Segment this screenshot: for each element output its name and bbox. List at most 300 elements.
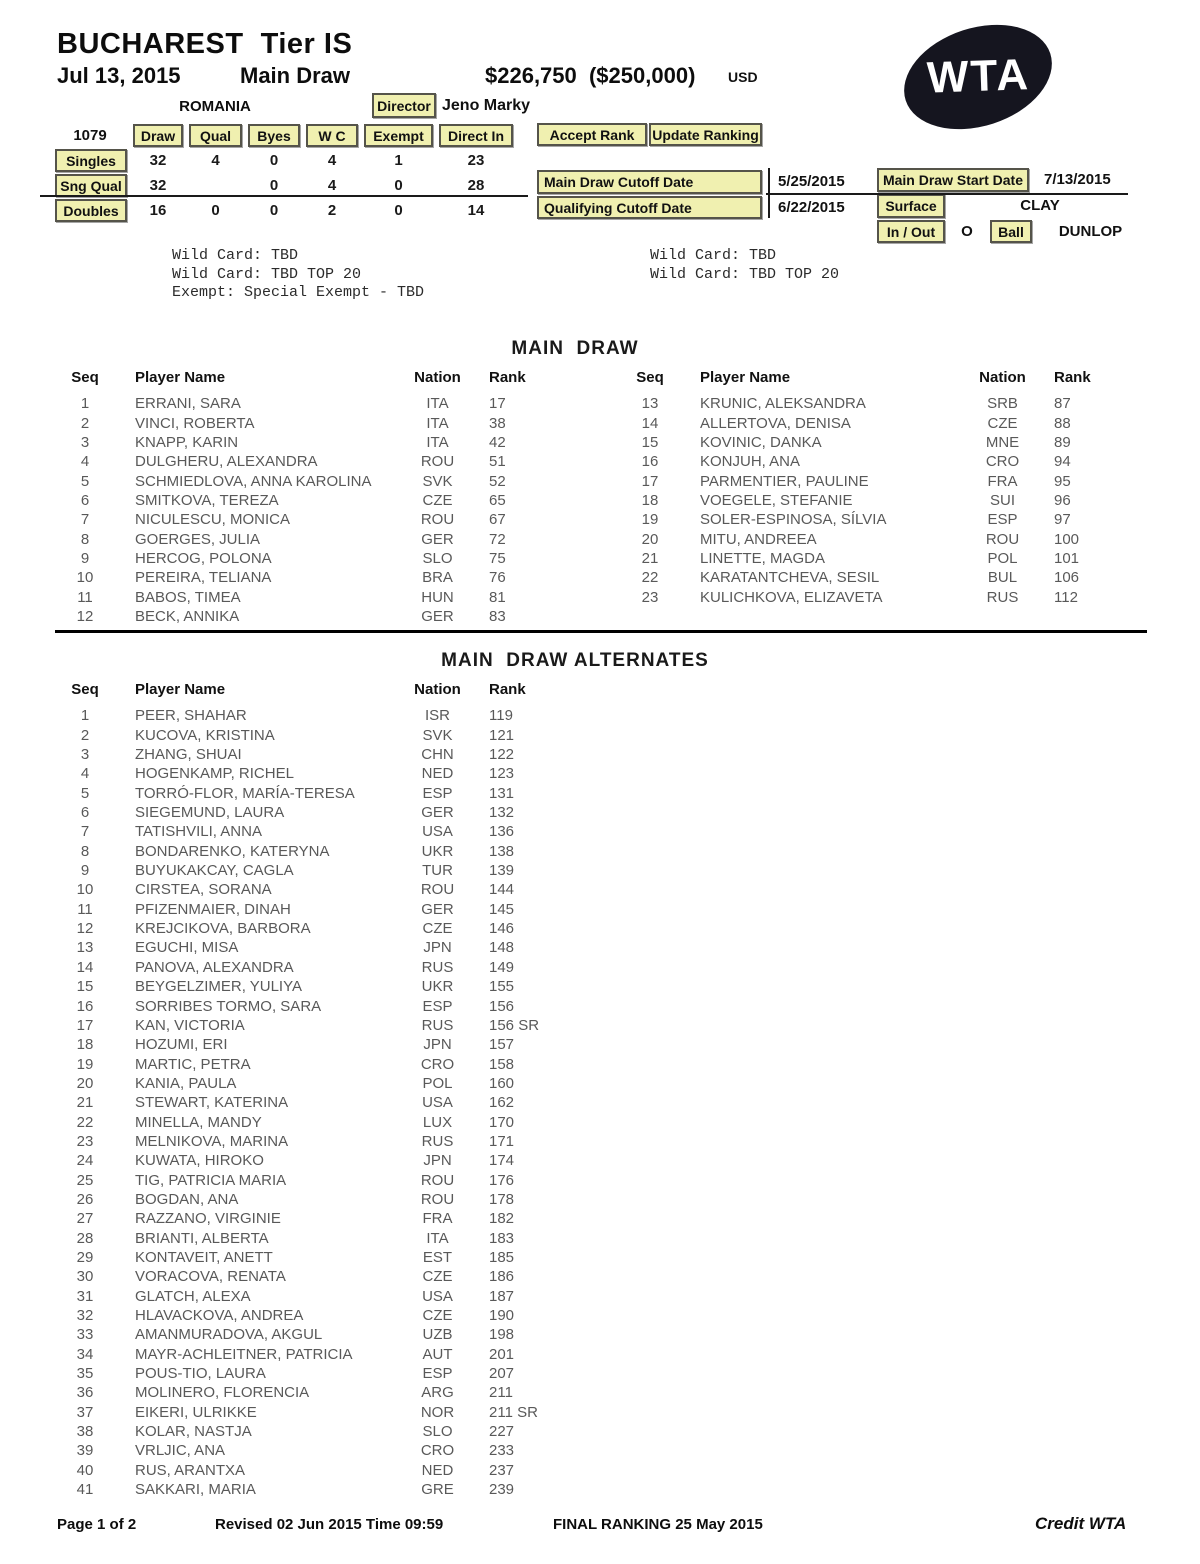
seq-cell: 5 [80, 472, 90, 490]
tournament-id: 1079 [73, 127, 107, 144]
rank-cell: 42 [489, 434, 506, 452]
nation-cell: FRA [422, 1210, 453, 1228]
stats-value: 32 [149, 152, 167, 169]
rank-cell: 138 [489, 842, 515, 860]
rank-cell: 94 [1054, 453, 1071, 471]
nation-cell: GER [421, 530, 454, 548]
col-player-name: Player Name [135, 681, 226, 698]
note-line: Exempt: Special Exempt - TBD [172, 284, 425, 301]
player-name-cell: GOERGES, JULIA [135, 530, 261, 548]
player-name-cell: EGUCHI, MISA [135, 939, 239, 957]
nation-cell: USA [422, 823, 453, 841]
note-line: Wild Card: TBD TOP 20 [650, 265, 840, 283]
player-name-cell: TIG, PATRICIA MARIA [135, 1171, 287, 1189]
table-row [55, 764, 565, 783]
rank-cell: 156 SR [489, 1016, 540, 1034]
table-row [55, 745, 565, 764]
player-name-cell: PFIZENMAIER, DINAH [135, 900, 291, 918]
player-name-cell: SMITKOVA, TEREZA [135, 492, 279, 510]
director-label-box: Director [372, 93, 436, 118]
nation-cell: UKR [421, 978, 454, 996]
seq-cell: 26 [76, 1190, 94, 1208]
nation-cell: CZE [987, 414, 1018, 432]
col-seq: Seq [71, 369, 99, 386]
col-nation: Nation [979, 369, 1026, 386]
table-row [55, 1229, 565, 1248]
table-row [55, 510, 565, 529]
player-name-cell: BUYUKAKCAY, CAGLA [135, 862, 294, 880]
player-name-cell: PEER, SHAHAR [135, 707, 247, 725]
table-row [55, 452, 565, 471]
player-name-cell: VINCI, ROBERTA [135, 414, 255, 432]
player-name-cell: KOLAR, NASTJA [135, 1423, 252, 1441]
seq-cell: 40 [76, 1461, 94, 1479]
stats-value: 0 [394, 177, 403, 194]
stats-value: 4 [211, 152, 220, 169]
table-header [55, 680, 565, 699]
stats-column-headers [133, 124, 513, 147]
seq-cell: 36 [76, 1384, 94, 1402]
table-row [55, 706, 565, 725]
player-name-cell: PANOVA, ALEXANDRA [135, 958, 294, 976]
stats-value: 0 [211, 202, 220, 219]
table-header [620, 368, 1130, 387]
seq-cell: 1 [80, 395, 90, 413]
player-name-cell: KAN, VICTORIA [135, 1016, 245, 1034]
currency-label: USD [728, 69, 758, 85]
rank-cell: 176 [489, 1171, 515, 1189]
table-row [55, 1345, 565, 1364]
table-row [620, 452, 1130, 471]
seq-cell: 18 [641, 492, 659, 510]
seq-cell: 3 [80, 434, 90, 452]
nation-cell: ROU [420, 1190, 455, 1208]
rank-cell: 52 [489, 472, 506, 490]
table-row [55, 1287, 565, 1306]
seq-cell: 3 [80, 746, 90, 764]
player-name-cell: MELNIKOVA, MARINA [135, 1132, 289, 1150]
stats-column-header-box: W C [306, 124, 358, 147]
seq-cell: 17 [641, 472, 659, 490]
nation-cell: GER [421, 608, 454, 626]
seq-cell: 9 [80, 862, 90, 880]
rank-cell: 132 [489, 804, 515, 822]
player-name-cell: KONJUH, ANA [700, 453, 801, 471]
nation-cell: ROU [420, 511, 455, 529]
player-name-cell: KRUNIC, ALEKSANDRA [700, 395, 866, 413]
seq-cell: 20 [76, 1074, 94, 1092]
player-name-cell: TATISHVILI, ANNA [135, 823, 262, 841]
wta-logo-ellipse [891, 7, 1066, 147]
rank-cell: 83 [489, 608, 506, 626]
table-row [55, 1151, 565, 1170]
rank-cell: 87 [1054, 395, 1071, 413]
table-row [620, 588, 1130, 607]
alternates-table [55, 680, 565, 1499]
accept-rank-box: Accept Rank [537, 123, 647, 146]
table-row [55, 1190, 565, 1209]
page-number: Page 1 of 2 [57, 1516, 137, 1533]
seq-cell: 9 [80, 550, 90, 568]
stats-row [55, 174, 513, 197]
rank-cell: 100 [1054, 530, 1080, 548]
nation-cell: NED [421, 765, 454, 783]
nation-cell: SRB [987, 395, 1018, 413]
player-name-cell: EIKERI, ULRIKKE [135, 1403, 257, 1421]
table-row [55, 491, 565, 510]
nation-cell: ITA [426, 414, 449, 432]
rank-cell: 233 [489, 1442, 515, 1460]
nation-cell: GRE [421, 1481, 454, 1499]
table-row [55, 842, 565, 861]
rank-cell: 211 SR [489, 1403, 538, 1421]
rank-cell: 96 [1054, 492, 1071, 510]
player-name-cell: AMANMURADOVA, AKGUL [135, 1326, 323, 1344]
seq-cell: 1 [80, 707, 90, 725]
seq-cell: 29 [76, 1248, 94, 1266]
nation-cell: ESP [987, 511, 1018, 529]
seq-cell: 11 [77, 588, 93, 606]
player-name-cell: SORRIBES TORMO, SARA [135, 997, 322, 1015]
player-name-cell: HLAVACKOVA, ANDREA [135, 1307, 304, 1324]
table-row [620, 568, 1130, 587]
table-row [55, 1461, 565, 1480]
player-name-cell: HOZUMI, ERI [135, 1036, 228, 1054]
rank-cell: 201 [489, 1345, 515, 1363]
col-nation: Nation [414, 681, 461, 698]
seq-cell: 6 [80, 492, 90, 510]
seq-cell: 31 [76, 1287, 94, 1305]
table-row [620, 530, 1130, 549]
nation-cell: JPN [423, 939, 452, 957]
table-row [55, 726, 565, 745]
nation-cell: BUL [987, 569, 1018, 587]
table-row [55, 919, 565, 938]
rank-cell: 182 [489, 1210, 515, 1228]
divider-line [766, 193, 1128, 195]
rank-cell: 186 [489, 1268, 515, 1286]
seq-cell: 19 [76, 1055, 94, 1073]
update-ranking-box: Update Ranking [649, 123, 762, 146]
player-name-cell: SIEGEMUND, LAURA [135, 804, 285, 822]
table-row [55, 1035, 565, 1054]
main-draw-cutoff-label-box: Main Draw Cutoff Date [537, 170, 762, 194]
player-name-cell: NICULESCU, MONICA [135, 511, 291, 529]
nation-cell: SLO [422, 550, 453, 568]
nation-cell: ESP [422, 1365, 453, 1383]
seq-cell: 33 [76, 1326, 94, 1344]
table-row [55, 1093, 565, 1112]
rank-cell: 211 [489, 1384, 513, 1402]
player-name-cell: POUS-TIO, LAURA [135, 1365, 266, 1383]
nation-cell: NOR [420, 1403, 455, 1421]
nation-cell: LUX [422, 1113, 453, 1131]
stats-value: 14 [467, 202, 485, 219]
wildcard-notes-left [172, 247, 424, 303]
nation-cell: BRA [422, 569, 453, 587]
page-title: BUCHAREST Tier IS [57, 28, 353, 60]
nation-cell: ITA [426, 1229, 449, 1247]
nation-cell: RUS [421, 1016, 454, 1034]
seq-cell: 7 [80, 511, 90, 529]
seq-cell: 28 [76, 1229, 94, 1247]
seq-cell: 22 [641, 569, 659, 587]
nation-cell: RUS [986, 588, 1019, 606]
main-draw-cutoff-value: 5/25/2015 [778, 173, 845, 190]
player-name-cell: KOVINIC, DANKA [700, 434, 822, 452]
stats-column-header-box: Draw [133, 124, 183, 147]
table-row [55, 549, 565, 568]
table-row [55, 472, 565, 491]
seq-cell: 37 [76, 1403, 94, 1421]
seq-cell: 20 [641, 530, 659, 548]
rank-cell: 146 [489, 920, 515, 938]
nation-cell: ITA [426, 395, 449, 413]
stats-row-label-box: Doubles [55, 199, 127, 222]
seq-cell: 19 [641, 511, 659, 529]
seq-cell: 39 [76, 1442, 94, 1460]
nation-cell: SLO [422, 1423, 453, 1441]
nation-cell: POL [422, 1074, 453, 1092]
stats-rows [55, 149, 513, 224]
rank-cell: 237 [489, 1461, 515, 1479]
table-row [620, 433, 1130, 452]
nation-cell: USA [422, 1287, 453, 1305]
player-name-cell: VRLJIC, ANA [135, 1442, 226, 1460]
seq-cell: 34 [76, 1345, 94, 1363]
rank-cell: 183 [489, 1229, 515, 1247]
player-name-cell: ERRANI, SARA [135, 395, 241, 413]
tournament-date: Jul 13, 2015 [57, 63, 181, 88]
rank-cell: 157 [489, 1036, 515, 1054]
col-nation: Nation [414, 369, 461, 386]
seq-cell: 41 [76, 1481, 94, 1499]
rank-cell: 136 [489, 823, 515, 841]
rank-cell: 174 [489, 1152, 515, 1170]
rank-cell: 185 [489, 1248, 515, 1266]
seq-cell: 2 [80, 726, 90, 744]
table-row [55, 1480, 565, 1499]
player-name-cell: BEYGELZIMER, YULIYA [135, 978, 302, 996]
player-name-cell: KREJCIKOVA, BARBORA [135, 920, 311, 938]
main-draw-title: MAIN DRAW [511, 338, 639, 359]
stats-row [55, 149, 513, 172]
player-name-cell: BRIANTI, ALBERTA [135, 1229, 269, 1247]
player-name-cell: BECK, ANNIKA [135, 608, 240, 626]
player-name-cell: TORRÓ-FLOR, MARÍA-TERESA [135, 784, 355, 802]
table-row [55, 1074, 565, 1093]
player-name-cell: GLATCH, ALEXA [135, 1287, 251, 1305]
player-name-cell: MINELLA, MANDY [135, 1113, 262, 1131]
nation-cell: JPN [423, 1152, 452, 1170]
seq-cell: 14 [641, 414, 659, 432]
rank-cell: 139 [489, 862, 515, 880]
revised-date: Revised 02 Jun 2015 Time 09:59 [215, 1516, 444, 1533]
table-row [55, 784, 565, 803]
stats-value: 16 [149, 202, 167, 219]
player-name-cell: STEWART, KATERINA [135, 1094, 289, 1112]
nation-cell: ROU [420, 881, 455, 899]
nation-cell: ROU [420, 453, 455, 471]
nation-cell: GER [421, 804, 454, 822]
stats-column-header-box: Byes [248, 124, 300, 147]
table-row [620, 472, 1130, 491]
table-row [620, 549, 1130, 568]
rank-cell: 123 [489, 765, 515, 783]
nation-cell: ESP [422, 784, 453, 802]
player-name-cell: KUWATA, HIROKO [135, 1152, 264, 1170]
ball-label-box: Ball [990, 220, 1032, 243]
rank-cell: 198 [489, 1326, 515, 1344]
nation-cell: CRO [985, 453, 1020, 471]
table-row [55, 1383, 565, 1402]
stats-value: 0 [269, 177, 279, 194]
table-row [620, 510, 1130, 529]
player-name-cell: MOLINERO, FLORENCIA [135, 1384, 310, 1402]
rank-cell: 170 [489, 1113, 515, 1131]
stats-value: 23 [467, 152, 485, 169]
seq-cell: 23 [76, 1132, 94, 1150]
player-name-cell: KARATANTCHEVA, SESIL [700, 569, 880, 587]
nation-cell: EST [422, 1248, 453, 1266]
table-row [55, 1422, 565, 1441]
player-name-cell: RUS, ARANTXA [135, 1461, 246, 1479]
divider-line [768, 168, 770, 218]
seq-cell: 35 [76, 1365, 94, 1383]
nation-cell: USA [422, 1094, 453, 1112]
draw-label: Main Draw [240, 63, 351, 88]
rank-cell: 81 [489, 588, 506, 606]
rank-cell: 88 [1054, 414, 1071, 432]
table-row [55, 880, 565, 899]
table-body [55, 706, 565, 1499]
col-seq: Seq [636, 369, 664, 386]
seq-cell: 2 [80, 414, 90, 432]
seq-cell: 4 [80, 765, 90, 783]
seq-cell: 13 [641, 395, 659, 413]
nation-cell: FRA [987, 472, 1018, 490]
player-name-cell: PEREIRA, TELIANA [135, 569, 272, 587]
nation-cell: RUS [421, 958, 454, 976]
rank-cell: 122 [489, 746, 515, 764]
rank-cell: 160 [489, 1074, 515, 1092]
table-row [55, 1209, 565, 1228]
col-player-name: Player Name [135, 369, 226, 386]
table-row [55, 607, 565, 626]
stats-row [55, 199, 513, 222]
in-out-label-box: In / Out [877, 220, 945, 243]
col-seq: Seq [71, 681, 99, 698]
stats-value: 28 [467, 177, 485, 194]
nation-cell: ROU [985, 530, 1020, 548]
surface-label-box: Surface [877, 194, 945, 218]
rank-cell: 162 [489, 1094, 515, 1112]
table-row [620, 491, 1130, 510]
rank-cell: 95 [1054, 472, 1071, 490]
stats-value: 2 [327, 202, 337, 219]
nation-cell: ROU [420, 1171, 455, 1189]
table-row [55, 861, 565, 880]
rank-cell: 106 [1054, 569, 1080, 587]
stats-value: 0 [269, 202, 279, 219]
table-row [55, 1364, 565, 1383]
seq-cell: 8 [80, 842, 90, 860]
table-body [55, 394, 565, 626]
divider-line [40, 195, 528, 197]
nation-cell: ISR [424, 707, 450, 725]
player-name-cell: HERCOG, POLONA [135, 550, 272, 568]
nation-cell: CZE [422, 1307, 453, 1324]
rank-cell: 101 [1054, 550, 1080, 568]
seq-cell: 16 [641, 453, 659, 471]
table-row [55, 1267, 565, 1286]
table-row [55, 530, 565, 549]
seq-cell: 10 [76, 881, 94, 899]
rank-cell: 89 [1054, 434, 1071, 452]
table-row [55, 1248, 565, 1267]
table-row [620, 394, 1130, 413]
nation-cell: AUT [422, 1345, 453, 1363]
player-name-cell: DULGHERU, ALEXANDRA [135, 453, 318, 471]
nation-cell: GER [421, 900, 454, 918]
section-divider [55, 630, 1147, 633]
player-name-cell: CIRSTEA, SORANA [135, 881, 272, 899]
nation-cell: NED [421, 1461, 454, 1479]
player-name-cell: KUCOVA, KRISTINA [135, 726, 275, 744]
table-row [55, 394, 565, 413]
table-row [55, 568, 565, 587]
player-name-cell: VORACOVA, RENATA [135, 1268, 286, 1286]
nation-cell: POL [987, 550, 1018, 568]
nation-cell: SVK [422, 472, 453, 490]
rank-cell: 131 [489, 784, 515, 802]
nation-cell: TUR [422, 862, 453, 880]
seq-cell: 10 [76, 569, 94, 587]
nation-cell: HUN [421, 588, 454, 606]
table-row [55, 1306, 565, 1325]
player-name-cell: ALLERTOVA, DENISA [700, 414, 851, 432]
col-rank: Rank [489, 369, 526, 386]
table-row [55, 803, 565, 822]
player-name-cell: MITU, ANDREEA [700, 530, 817, 548]
table-row [55, 1113, 565, 1132]
qualifying-cutoff-value: 6/22/2015 [778, 199, 845, 216]
player-name-cell: BOGDAN, ANA [135, 1190, 239, 1208]
nation-cell: UZB [422, 1326, 453, 1344]
final-ranking-date: FINAL RANKING 25 May 2015 [553, 1516, 763, 1533]
rank-cell: 17 [489, 395, 506, 413]
table-row [55, 1016, 565, 1035]
table-row [620, 414, 1130, 433]
stats-value: 4 [327, 177, 337, 194]
seq-cell: 21 [76, 1094, 94, 1112]
table-row [55, 1325, 565, 1344]
stats-row-label-box: Sng Qual [55, 174, 127, 197]
player-name-cell: KANIA, PAULA [135, 1074, 237, 1092]
rank-cell: 171 [489, 1132, 515, 1150]
seq-cell: 27 [76, 1210, 94, 1228]
rank-cell: 227 [489, 1423, 515, 1441]
col-rank: Rank [489, 681, 526, 698]
seq-cell: 13 [76, 939, 94, 957]
stats-value [189, 174, 242, 197]
seq-cell: 7 [80, 823, 90, 841]
rank-cell: 67 [489, 511, 506, 529]
rank-cell: 155 [489, 978, 515, 996]
player-name-cell: SCHMIEDLOVA, ANNA KAROLINA [135, 472, 372, 490]
player-name-cell: KULICHKOVA, ELIZAVETA [700, 588, 883, 606]
seq-cell: 21 [641, 550, 659, 568]
